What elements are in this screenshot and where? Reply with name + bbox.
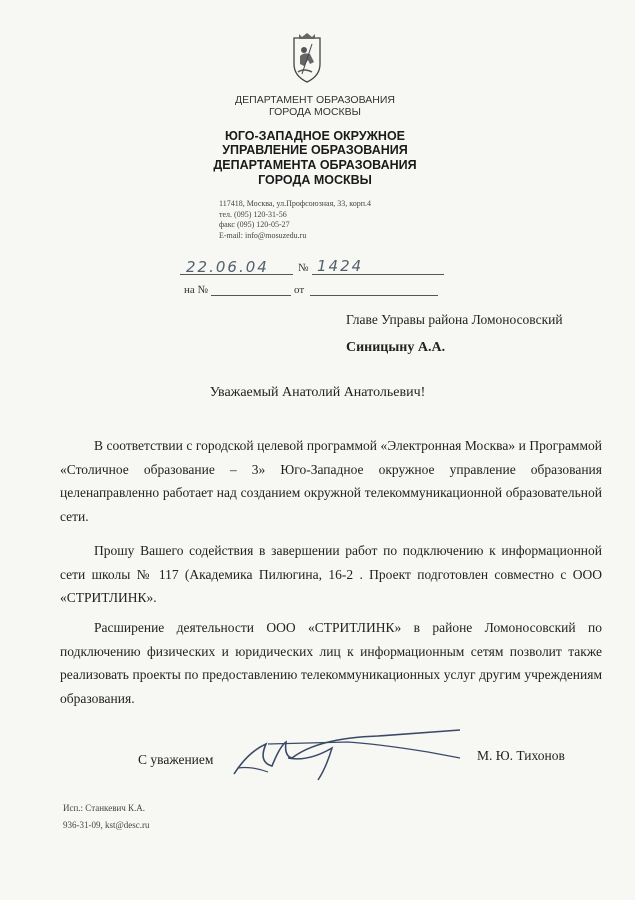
org-fax: факс (095) 120-05-27 <box>219 220 290 229</box>
org-email: E-mail: info@mosuzedu.ru <box>219 231 307 240</box>
executor-contact: 936-31-09, kst@desc.ru <box>63 820 150 830</box>
addressee-position: Главе Управы района Ломоносовский <box>346 312 563 327</box>
number-sign: № <box>298 262 309 274</box>
closing-phrase: С уважением <box>138 752 214 767</box>
body-paragraph-1: В соответствии с городской целевой программой «Электронная Москва» и Программой «Столичное образование – 3» Юго-Западное окружное управление образования целенаправленно работает над созданием окружной телекоммуникационной образовательной сети. <box>60 438 602 524</box>
executor-name: Исп.: Станкевич К.А. <box>63 803 146 813</box>
date-underline <box>180 274 293 275</box>
org-address: 117418, Москва, ул.Профсоюзная, 33, корп.4 <box>219 199 372 208</box>
ref-underline <box>211 295 291 296</box>
org-phone: тел. (095) 120-31-56 <box>219 210 287 219</box>
body-paragraph-3: Расширение деятельности ООО «СТРИТЛИНК» в районе Ломоносовский по подключению физических и юридических лиц к информационным сетям позволит также реализовать проекты по предоставлению телекоммуникационных услуг другим учреждениям образования. <box>60 620 602 706</box>
addressee-name: Синицыну А.А. <box>346 340 446 355</box>
registration-date: 22.06.04 <box>186 258 269 276</box>
registration-number: 1424 <box>317 257 364 275</box>
org-name-line3: ДЕПАРТАМЕНТА ОБРАЗОВАНИЯ <box>213 158 417 172</box>
org-name-line1: ЮГО-ЗАПАДНОЕ ОКРУЖНОЕ <box>224 129 406 143</box>
from-underline <box>310 295 438 296</box>
from-label: от <box>294 284 305 296</box>
handwritten-signature <box>228 722 468 788</box>
org-name-line4: ГОРОДА МОСКВЫ <box>258 173 372 187</box>
org-name-line2: УПРАВЛЕНИЕ ОБРАЗОВАНИЯ <box>222 143 408 157</box>
greeting: Уважаемый Анатолий Анатольевич! <box>209 385 426 400</box>
body-paragraph-2: Прошу Вашего содействия в завершении работ по подключению к информационной сети школы № 117 (Академика Пилюгина, 16-2 . Проект подготовлен совместно с ООО «СТРИТЛИНК». <box>60 543 602 605</box>
signer-name: М. Ю. Тихонов <box>477 748 565 763</box>
moscow-coat-of-arms-icon <box>290 32 324 84</box>
ref-label: на № <box>184 284 209 296</box>
number-underline <box>312 274 444 275</box>
department-name-line2: ГОРОДА МОСКВЫ <box>269 106 361 118</box>
department-name-line1: ДЕПАРТАМЕНТ ОБРАЗОВАНИЯ <box>235 94 395 106</box>
